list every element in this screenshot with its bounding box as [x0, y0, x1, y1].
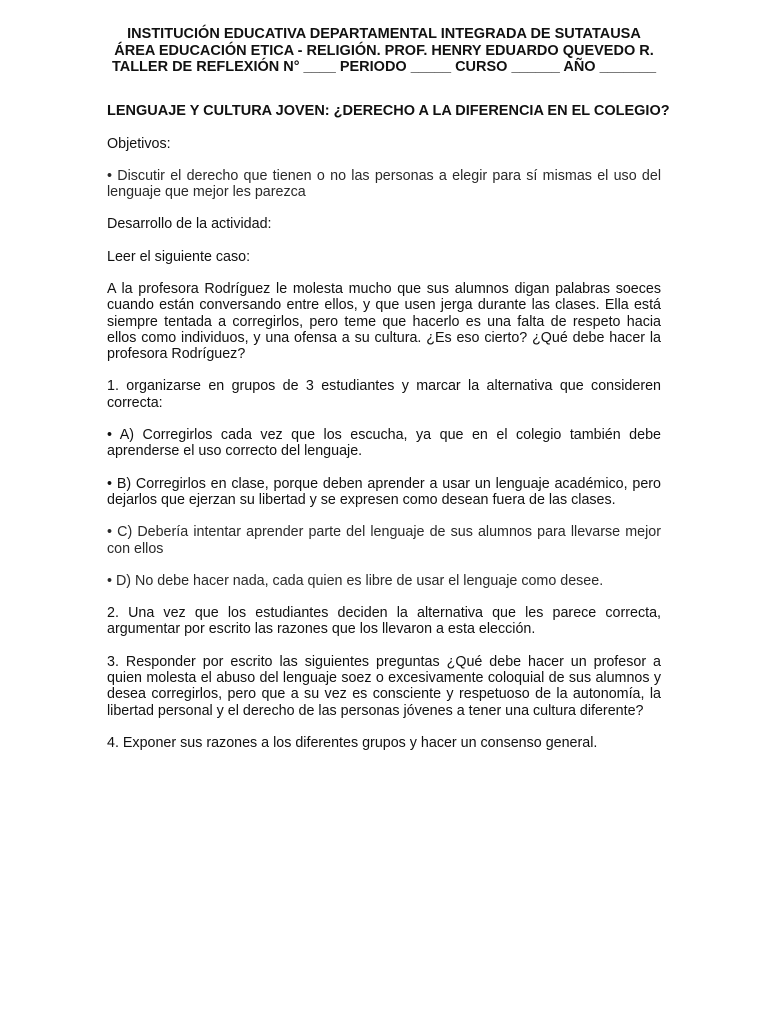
option-b: • B) Corregirlos en clase, porque deben aprender a usar un lenguaje académico, pero dejarlos que ejerzan su libertad y se expresen como desean fuera de las clases. [107, 475, 661, 508]
case-paragraph: A la profesora Rodríguez le molesta mucho que sus alumnos digan palabras soeces cuando están conversando entre ellos, y que usen jerga durante las clases. Ella está siempre tentada a corregirlos, pero teme que hacerlo es una falta de respeto hacia ellos como individuos, y una ofensa a su cultura. ¿Es eso cierto? ¿Qué debe hacer la profesora Rodríguez? [107, 280, 661, 363]
step-3: 3. Responder por escrito las siguientes preguntas ¿Qué debe hacer un profesor a quien molesta el abuso del lenguaje soez o excesivamente coloquial de sus alumnos y desea corregirlos, pero que a su vez es consciente y respetuoso de la autonomía, la libertad personal y el derecho de las personas jóvenes a tener una cultura diferente? [107, 653, 661, 719]
read-case-instruction: Leer el siguiente caso: [107, 248, 251, 265]
objectives-heading: Objetivos: [107, 135, 171, 152]
workshop-fields: TALLER DE REFLEXIÓN N° ____ PERIODO _____ CURSO ______ AÑO _______ [111, 59, 657, 75]
document-header [99, 26, 669, 76]
option-a: • A) Corregirlos cada vez que los escucha, ya que en el colegio también debe aprenderse el uso correcto del lenguaje. [107, 427, 661, 460]
area-and-teacher: ÁREA EDUCACIÓN ETICA - RELIGIÓN. PROF. HENRY EDUARDO QUEVEDO R. [114, 42, 654, 59]
development-heading: Desarrollo de la actividad: [107, 216, 272, 233]
document-title: LENGUAJE Y CULTURA JOVEN: ¿DERECHO A LA DIFERENCIA EN EL COLEGIO? [107, 102, 670, 119]
objective-item-1: • Discutir el derecho que tienen o no las personas a elegir para sí mismas el uso del lenguaje que mejor les parezca [107, 167, 661, 201]
step-4: 4. Exponer sus razones a los diferentes grupos y hacer un consenso general. [107, 734, 598, 751]
step-2: 2. Una vez que los estudiantes deciden la alternativa que les parece correcta, argumentar por escrito las razones que los llevaron a esta elección. [107, 605, 661, 638]
step-1: 1. organizarse en grupos de 3 estudiantes y marcar la alternativa que consideren correcta: [107, 378, 661, 411]
option-d: • D) No debe hacer nada, cada quien es libre de usar el lenguaje como desee. [107, 572, 604, 589]
option-c: • C) Debería intentar aprender parte del lenguaje de sus alumnos para llevarse mejor con ellos [107, 524, 661, 557]
institution-name: INSTITUCIÓN EDUCATIVA DEPARTAMENTAL INTEGRADA DE SUTATAUSA [127, 26, 641, 42]
